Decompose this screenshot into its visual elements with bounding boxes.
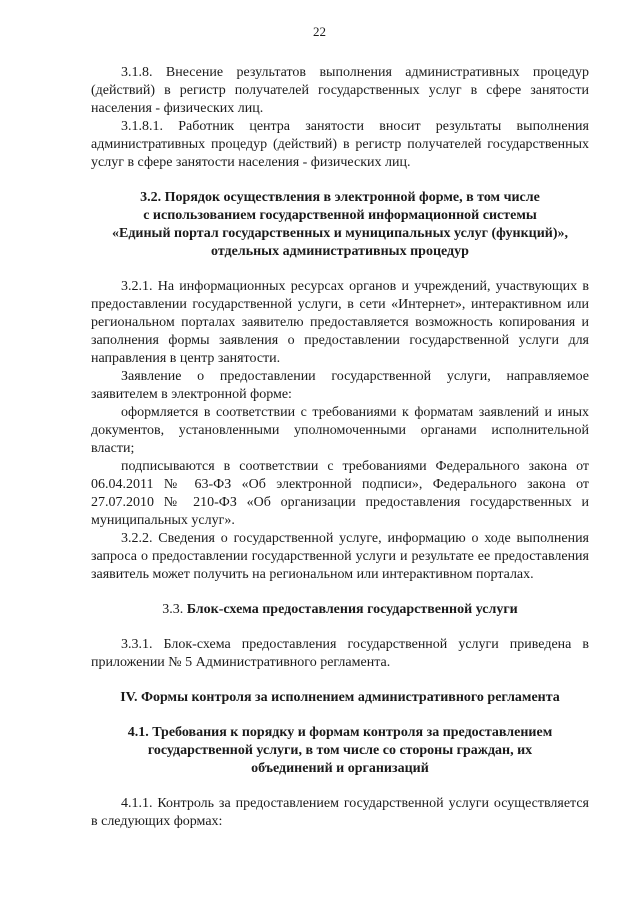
paragraph-3-3-1: 3.3.1. Блок-схема предоставления государственной услуги приведена в приложении № 5 Административного регламента. — [91, 637, 589, 670]
heading-3-2 — [91, 189, 589, 261]
heading-3-3-number: 3.3. — [162, 602, 184, 617]
page-number: 22 — [313, 24, 326, 39]
heading-3-2-line-2: с использованием государственной информационной системы — [143, 208, 537, 223]
heading-4-1 — [91, 724, 589, 778]
paragraph-3-2-1: 3.2.1. На информационных ресурсах органов и учреждений, участвующих в предоставлении государственной услуги, в сети «Интернет», интерактивном или региональном порталах заявителю предоставляется возможность копирования и заполнения формы заявления о предоставлении государственной услуги для направления в центр занятости. — [91, 279, 589, 366]
paragraph-3-2-2: 3.2.2. Сведения о государственной услуге, информацию о ходе выполнения запроса о предоставлении государственной услуги и результате ее предоставления заявитель может получить на региональном или интерактивном порталах. — [91, 531, 589, 582]
heading-3-2-line-4: отдельных административных процедур — [211, 244, 469, 259]
heading-4-1-line-1: 4.1. Требования к порядку и формам контроля за предоставлением — [127, 725, 553, 740]
heading-3-3 — [91, 601, 589, 619]
paragraph-podpisyvayutsya: подписываются в соответствии с требованиями Федерального закона от 06.04.2011 № 63-ФЗ «Об электронной подписи», Федерального закона от 27.07.2010 № 210-ФЗ «Об организации предоставления государственных и муниципальных услуг». — [91, 459, 589, 528]
paragraph-oformlyaetsya: оформляется в соответствии с требованиями к форматам заявлений и иных документов, установленными уполномоченными органами исполнительной власти; — [91, 405, 589, 456]
paragraph-3-1-8: 3.1.8. Внесение результатов выполнения административных процедур (действий) в регистр получателей государственных услуг в сфере занятости населения - физических лиц. — [91, 65, 589, 116]
page-content — [91, 64, 589, 831]
heading-3-2-line-1: 3.2. Порядок осуществления в электронной форме, в том числе — [140, 190, 540, 205]
heading-3-3-title: Блок-схема предоставления государственной услуги — [186, 602, 518, 617]
heading-3-2-line-3: «Единый портал государственных и муниципальных услуг (функций)», — [112, 226, 568, 241]
paragraph-3-1-8-1: 3.1.8.1. Работник центра занятости вносит результаты выполнения административных процедур (действий) в регистр получателей государственных услуг в сфере занятости населения - физических лиц. — [91, 119, 589, 170]
paragraph-4-1-1: 4.1.1. Контроль за предоставлением государственной услуги осуществляется в следующих формах: — [91, 796, 589, 829]
heading-section-IV: IV. Формы контроля за исполнением административного регламента — [120, 690, 560, 705]
heading-4-1-line-3: объединений и организаций — [251, 761, 429, 776]
paragraph-zayavlenie: Заявление о предоставлении государственной услуги, направляемое заявителем в электронной форме: — [91, 369, 589, 402]
heading-4-1-line-2: государственной услуги, в том числе со стороны граждан, их — [147, 743, 533, 758]
